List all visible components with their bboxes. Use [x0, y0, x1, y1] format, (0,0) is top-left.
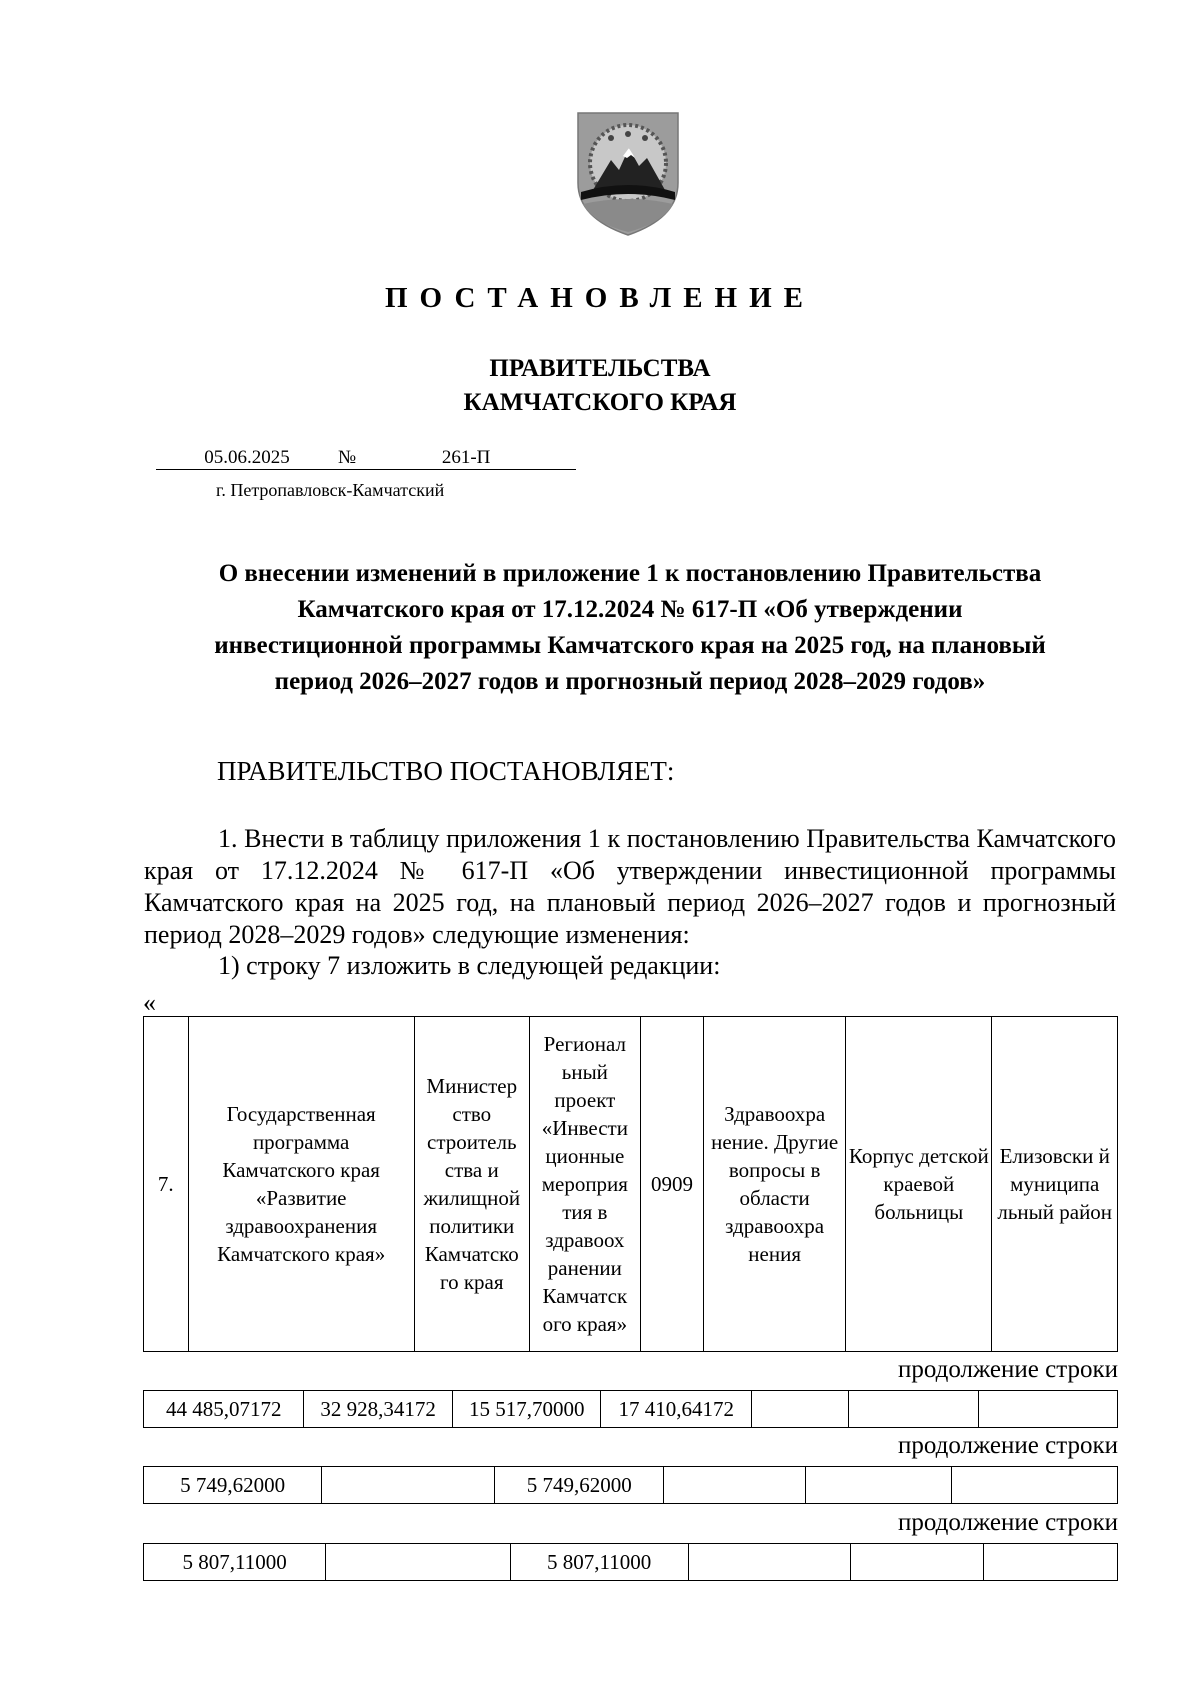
row-number-cell: 7. [144, 1017, 189, 1352]
table-cell: 5 749,62000 [144, 1467, 322, 1504]
table-cell [688, 1544, 851, 1581]
coat-of-arms-emblem [573, 108, 683, 238]
item-1: 1) строку 7 изложить в следующей редакции: [218, 951, 721, 980]
document-date: 05.06.2025 [156, 447, 338, 470]
paragraph-1: 1. Внести в таблицу приложения 1 к постановлению Правительства Камчатского края от 17.12.2024 № 617-П «Об утверждении инвестиционной программы Камчатского края на 2025 год, на плановый период 2026–2027 годов и прогнозный период 2028–2029 годов» следующие изменения: [144, 824, 1116, 949]
continuation-label-3: продолжение строки [897, 1509, 1118, 1536]
table-cell [979, 1391, 1118, 1428]
table-cell [952, 1467, 1118, 1504]
program-cell: Государственная программа Камчатского края «Развитие здравоохранения Камчатского края» [188, 1017, 414, 1352]
table-cell [664, 1467, 805, 1504]
row-7-table [143, 1016, 1118, 1352]
ministry-cell: Министер ство строитель ства и жилищной политики Камчатско го края [414, 1017, 529, 1352]
table-cell [849, 1391, 979, 1428]
table-row [144, 1544, 1118, 1581]
table-cell [984, 1544, 1118, 1581]
open-quote: « [143, 988, 156, 1017]
district-cell: Елизовски й муниципа льный район [992, 1017, 1118, 1352]
date-line [156, 447, 576, 471]
issuer-line-1: ПРАВИТЕЛЬСТВА [489, 355, 711, 382]
continuation-label-2: продолжение строки [897, 1432, 1118, 1459]
number-sign: № [338, 447, 357, 468]
table-cell [322, 1467, 495, 1504]
city: г. Петропавловск-Камчатский [216, 480, 445, 500]
table-cell: 5 749,62000 [495, 1467, 664, 1504]
table-cell [851, 1544, 984, 1581]
subject-line-1: О внесении изменений в приложение 1 к постановлению Правительства [218, 560, 1042, 587]
table-cell: 5 807,11000 [510, 1544, 688, 1581]
subject-line-4: период 2026–2027 годов и прогнозный период 2028–2029 годов» [274, 668, 986, 695]
document-subject [150, 556, 1110, 700]
section-cell: Здравоохра нение. Другие вопросы в области здравоохра нения [704, 1017, 846, 1352]
table-row [144, 1391, 1118, 1428]
issuer-title [0, 352, 1200, 420]
table-cell: 32 928,34172 [304, 1391, 453, 1428]
table-row [144, 1467, 1118, 1504]
document-number: 261-П [356, 447, 576, 470]
decree-heading: ПРАВИТЕЛЬСТВО ПОСТАНОВЛЯЕТ: [217, 756, 675, 786]
continuation-table-1 [143, 1390, 1118, 1428]
object-cell: Корпус детской краевой больницы [846, 1017, 992, 1352]
subject-line-3: инвестиционной программы Камчатского края на 2025 год, на плановый [214, 632, 1046, 659]
body-text [144, 823, 1116, 951]
table-row [144, 1017, 1118, 1352]
issuer-line-2: КАМЧАТСКОГО КРАЯ [463, 389, 737, 416]
table-cell [805, 1467, 951, 1504]
table-cell [326, 1544, 510, 1581]
continuation-label-1: продолжение строки [897, 1356, 1118, 1383]
continuation-table-3 [143, 1543, 1118, 1581]
project-cell: Регионал ьный проект «Инвести ционные мероприя тия в здравоох ранении Камчатск ого края» [529, 1017, 640, 1352]
continuation-table-2 [143, 1466, 1118, 1504]
table-cell [751, 1391, 848, 1428]
document-type-title: ПОСТАНОВЛЕНИЕ [384, 282, 815, 314]
table-cell: 15 517,70000 [452, 1391, 601, 1428]
subject-line-2: Камчатского края от 17.12.2024 № 617-П «Об утверждении [297, 596, 963, 623]
table-cell: 44 485,07172 [144, 1391, 304, 1428]
table-cell: 17 410,64172 [601, 1391, 752, 1428]
table-cell: 5 807,11000 [144, 1544, 326, 1581]
code-cell: 0909 [640, 1017, 703, 1352]
